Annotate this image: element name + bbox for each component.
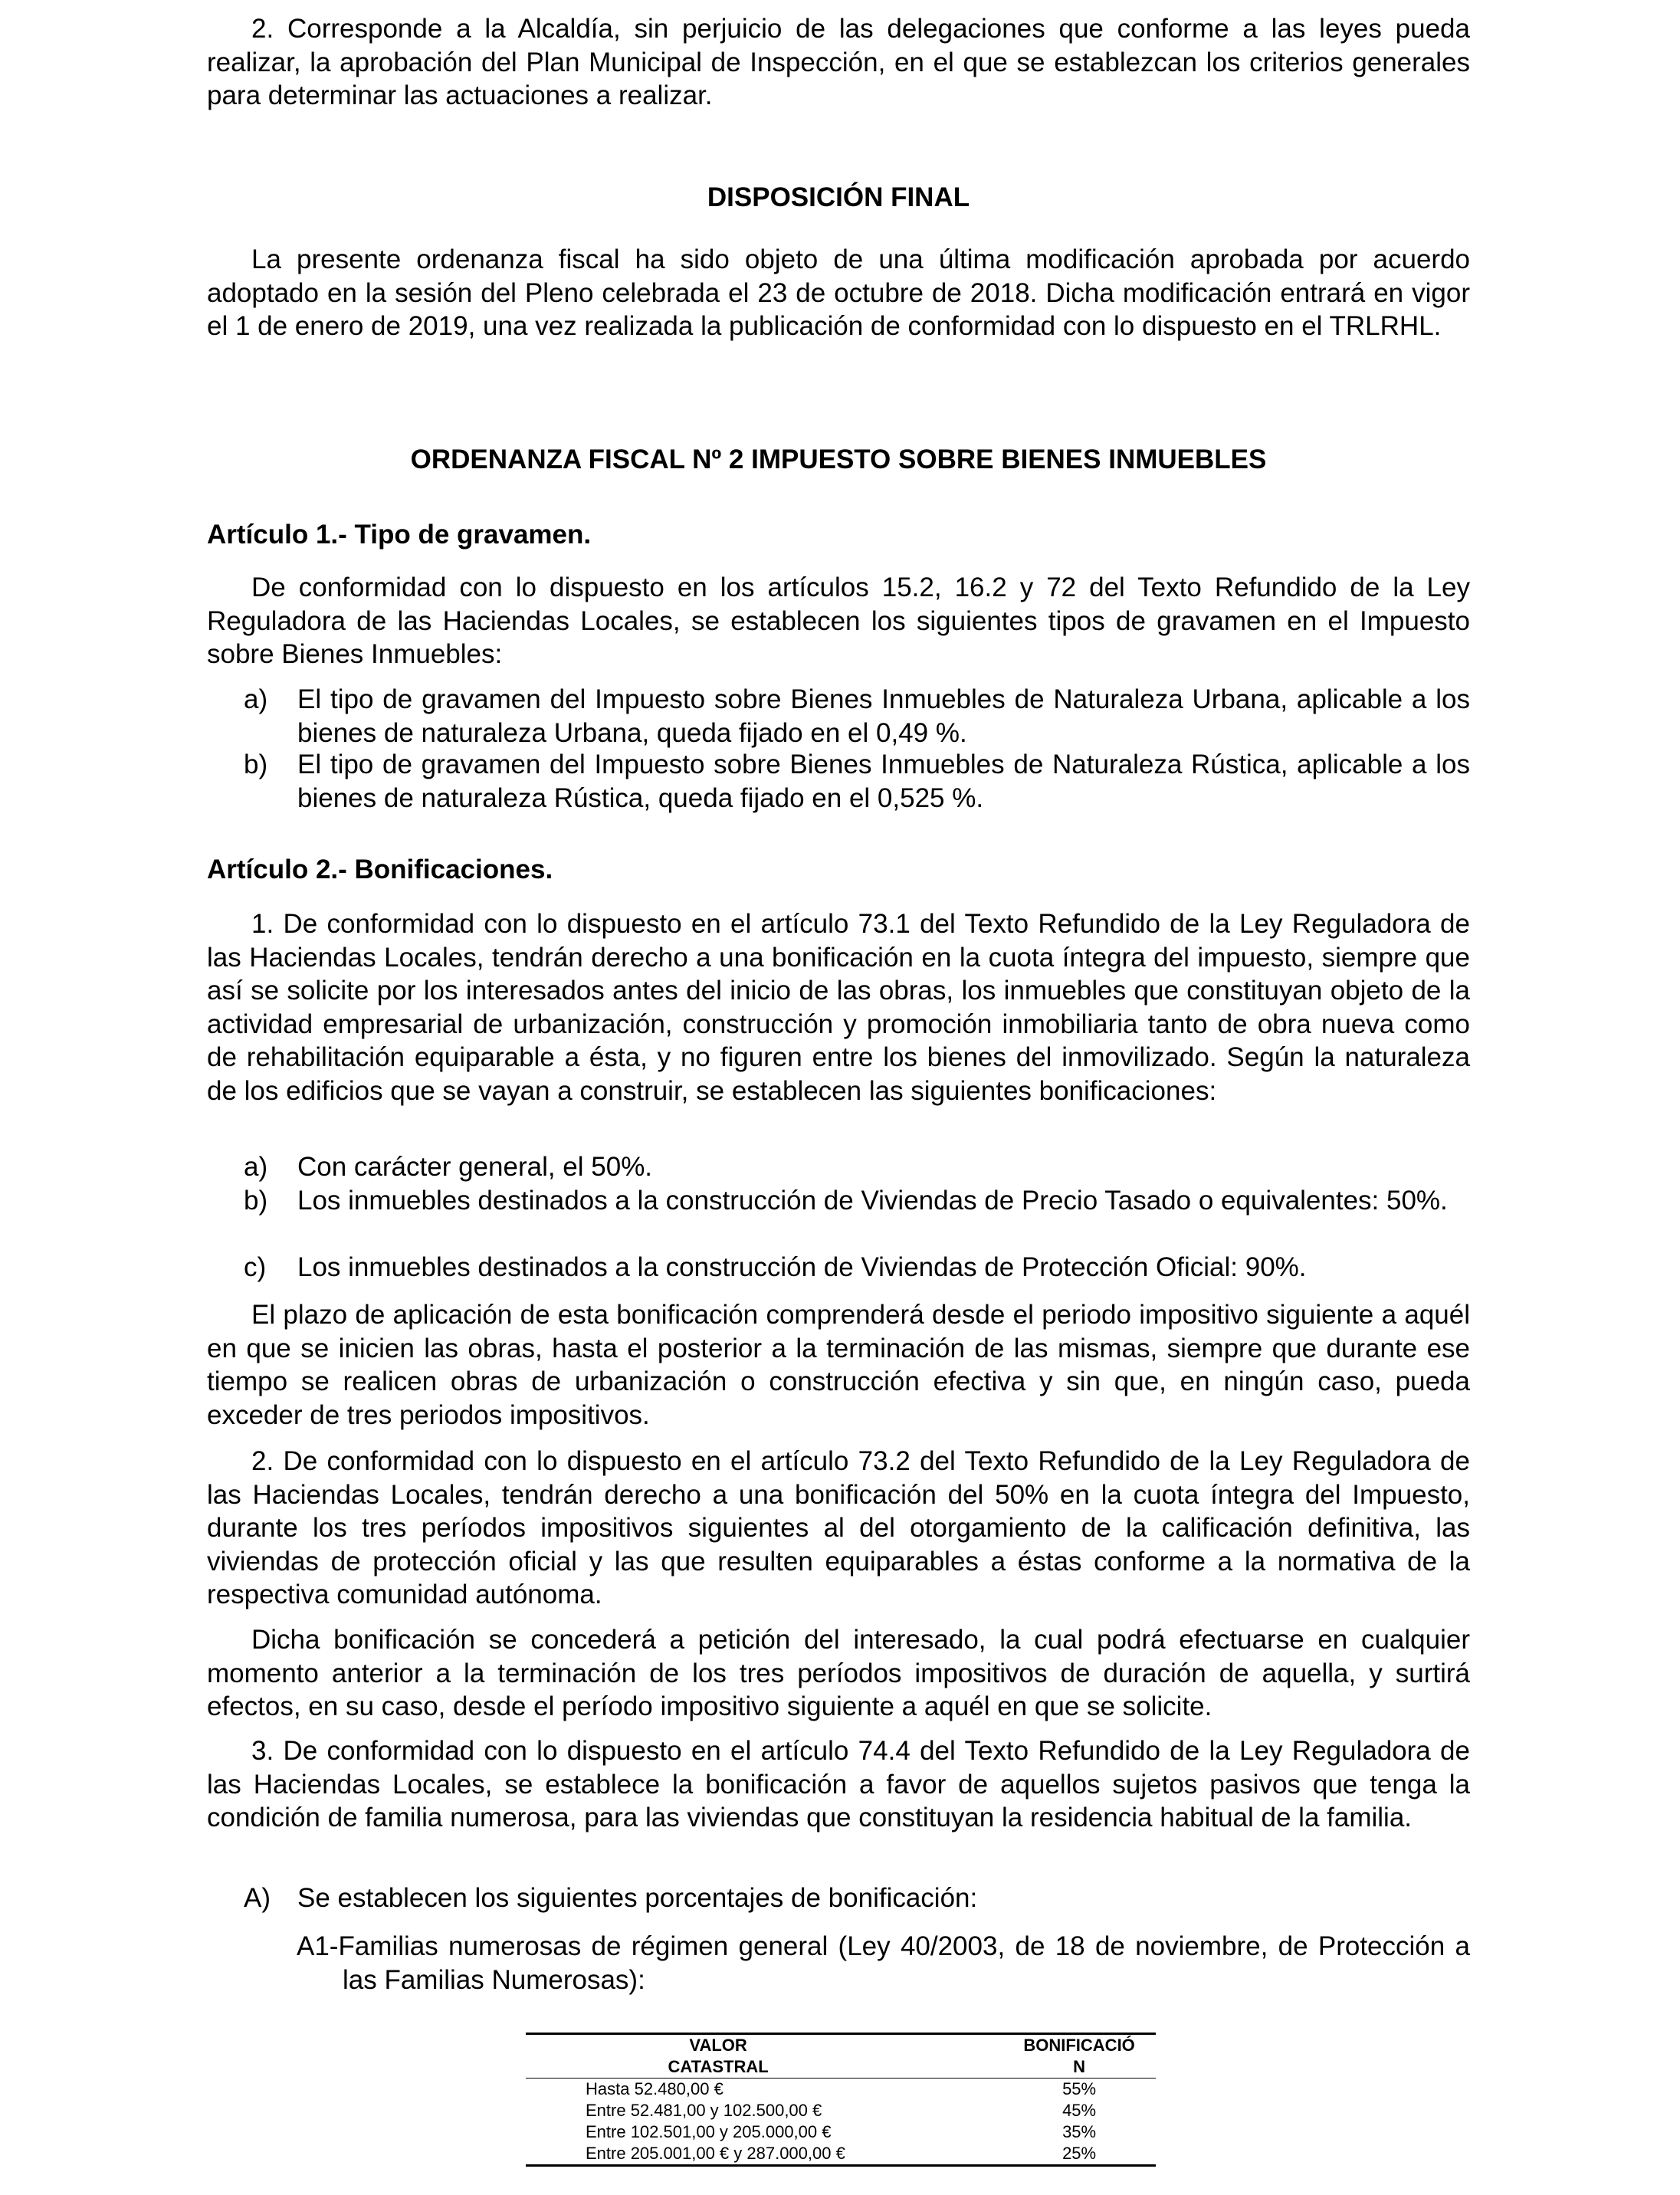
table-row — [526, 2143, 1156, 2166]
cell-valor: Hasta 52.480,00 € — [586, 2079, 724, 2098]
cell-bonificacion: 55% — [1062, 2079, 1097, 2098]
A1-text: A1-Familias numerosas de régimen general (Ley 40/2003, de 18 de noviembre, de Protección a las Familias Numerosas): — [297, 1931, 1470, 1995]
list-item-art2-b — [244, 1184, 1470, 1218]
list-item-art1-b — [244, 748, 1470, 815]
list-text: Se establecen los siguientes porcentajes de bonificación: — [297, 1883, 978, 1913]
paragraph-art2-dicha: Dicha bonificación se concederá a petición del interesado, la cual podrá efectuarse en cualquier momento anterior a la terminación de los tres períodos impositivos de duración de aquella, y surtirá efectos, en su caso, desde el período impositivo siguiente a aquél en que se solicite. — [207, 1625, 1470, 1721]
paragraph-disposicion: La presente ordenanza fiscal ha sido objeto de una última modificación aprobada por acuerdo adoptado en la sesión del Pleno celebrada el 23 de octubre de 2018. Dicha modificación entrará en vigor el 1 de enero de 2019, una vez realizada la publicación de conformidad con lo dispuesto en el TRLRHL. — [207, 244, 1470, 341]
cell-bonificacion: 25% — [1062, 2144, 1097, 2163]
table-row — [526, 2121, 1156, 2143]
paragraph-art1-intro: De conformidad con lo dispuesto en los artículos 15.2, 16.2 y 72 del Texto Refundido de la Ley Reguladora de las Haciendas Locales, se establecen los siguientes tipos de gravamen en el Impuesto sobre Bienes Inmuebles: — [207, 573, 1470, 669]
list-label: A) — [244, 1883, 271, 1913]
paragraph-art2-plazo: El plazo de aplicación de esta bonificación comprenderá desde el periodo impositivo siguiente a aquél en que se inicien las obras, hasta el posterior a la terminación de las mismas, siempre que durante ese tiempo se realicen obras de urbanización o construcción efectiva y sin que, en ningún caso, pueda exceder de tres periodos impositivos. — [207, 1300, 1470, 1430]
list-label: a) — [244, 684, 268, 714]
heading-articulo-2: Artículo 2.- Bonificaciones. — [207, 855, 553, 884]
list-label: c) — [244, 1252, 267, 1282]
cell-valor: Entre 205.001,00 € y 287.000,00 € — [586, 2144, 845, 2163]
cell-valor: Entre 102.501,00 y 205.000,00 € — [586, 2122, 832, 2141]
cell-bonificacion: 45% — [1062, 2101, 1097, 2120]
list-label: b) — [244, 750, 268, 779]
header-valor-catastral: VALOR CATASTRAL — [668, 2036, 769, 2076]
paragraph-alcaldia: 2. Corresponde a la Alcaldía, sin perjuicio de las delegaciones que conforme a las leyes pueda realizar, la aprobación del Plan Municipal de Inspección, en el que se establezcan los criterios generales para determinar las actuaciones a realizar. — [207, 14, 1470, 110]
list-item-art2-A — [244, 1882, 1470, 1915]
list-text: Los inmuebles destinados a la construcción de Viviendas de Precio Tasado o equivalentes: 50%. — [297, 1186, 1448, 1216]
heading-disposicion-final: DISPOSICIÓN FINAL — [707, 182, 970, 212]
list-item-art1-a — [244, 683, 1470, 750]
cell-bonificacion: 35% — [1062, 2122, 1097, 2141]
header-bonificacion: BONIFICACIÓ N — [1023, 2036, 1135, 2076]
paragraph-art2-A1 — [297, 1930, 1470, 1996]
list-text: El tipo de gravamen del Impuesto sobre Bienes Inmuebles de Naturaleza Rústica, aplicable a los bienes de naturaleza Rústica, queda fijado en el 0,525 %. — [297, 750, 1470, 813]
table-row — [526, 2100, 1156, 2121]
table-header-row — [526, 2034, 1156, 2079]
paragraph-art2-3: 3. De conformidad con lo dispuesto en el artículo 74.4 del Texto Refundido de la Ley Reguladora de las Haciendas Locales, se establece la bonificación a favor de aquellos sujetos pasivos que tenga la condición de familia numerosa, para las viviendas que constituyan la residencia habitual de la familia. — [207, 1736, 1470, 1832]
list-label: a) — [244, 1152, 268, 1182]
list-item-art2-a — [244, 1150, 1470, 1184]
cell-valor: Entre 52.481,00 y 102.500,00 € — [586, 2101, 822, 2120]
bonificacion-table — [526, 2033, 1156, 2167]
table-row — [526, 2079, 1156, 2101]
list-text: El tipo de gravamen del Impuesto sobre Bienes Inmuebles de Naturaleza Urbana, aplicable a los bienes de naturaleza Urbana, queda fijado en el 0,49 %. — [297, 684, 1470, 748]
paragraph-art2-1: 1. De conformidad con lo dispuesto en el artículo 73.1 del Texto Refundido de la Ley Reguladora de las Haciendas Locales, tendrán derecho a una bonificación en la cuota íntegra del impuesto, siempre que así se solicite por los interesados antes del inicio de las obras, los inmuebles que constituyan objeto de la actividad empresarial de urbanización, construcción y promoción inmobiliaria tanto de obra nueva como de rehabilitación equiparable a ésta, y no figuren entre los bienes del inmovilizado. Según la naturaleza de los edificios que se vayan a construir, se establecen las siguientes bonificaciones: — [207, 909, 1470, 1106]
paragraph-art2-2: 2. De conformidad con lo dispuesto en el artículo 73.2 del Texto Refundido de la Ley Reguladora de las Haciendas Locales, tendrán derecho a una bonificación del 50% en la cuota íntegra del Impuesto, durante los tres períodos impositivos siguientes al del otorgamiento de la calificación definitiva, las viviendas de protección oficial y las que resulten equiparables a éstas conforme a la normativa de la respectiva comunidad autónoma. — [207, 1446, 1470, 1609]
list-text: Con carácter general, el 50%. — [297, 1152, 653, 1182]
heading-articulo-1: Artículo 1.- Tipo de gravamen. — [207, 520, 592, 550]
heading-ordenanza: ORDENANZA FISCAL Nº 2 IMPUESTO SOBRE BIENES INMUEBLES — [410, 445, 1267, 474]
list-item-art2-c — [244, 1251, 1470, 1285]
list-label: b) — [244, 1186, 268, 1216]
list-text: Los inmuebles destinados a la construcción de Viviendas de Protección Oficial: 90%. — [297, 1252, 1307, 1282]
